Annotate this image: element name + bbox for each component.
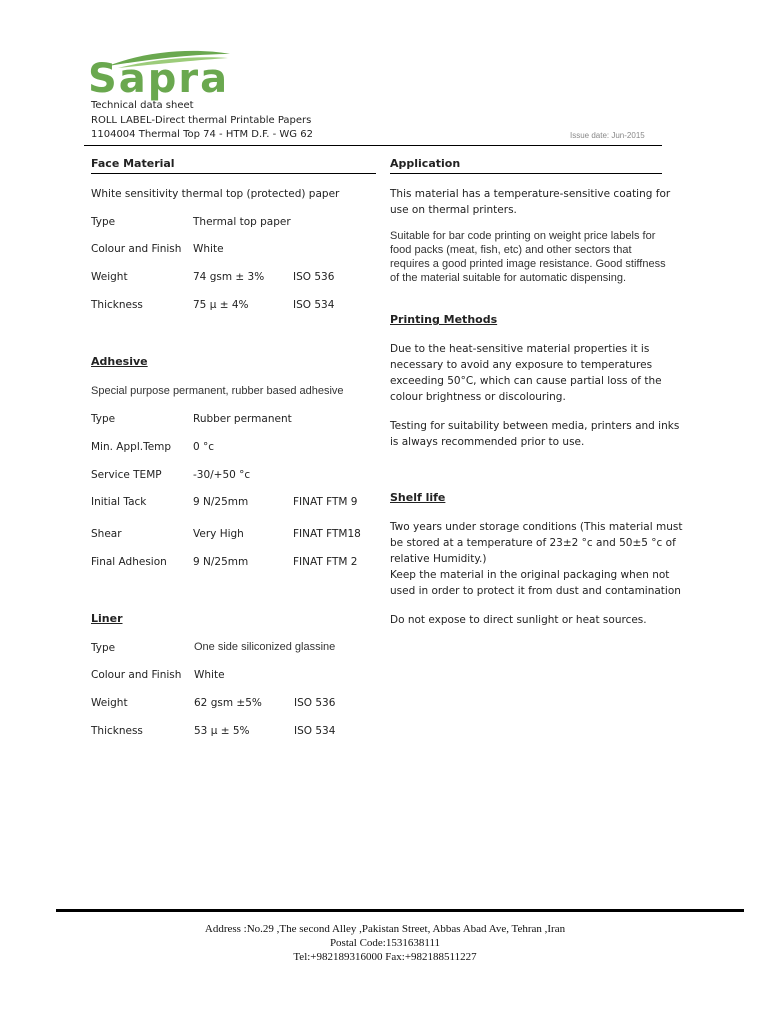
min-appl-temp-value: 0 °c [193,441,215,453]
printing-p2-line1: Testing for suitability between media, printers and inks [390,420,680,432]
face-type-value: Thermal top paper [193,216,291,228]
printing-p1-line4: colour brightness or discolouring. [390,391,566,403]
application-p2-line2: food packs (meat, fish, etc) and other sectors that [390,244,632,256]
company-logo [88,48,240,102]
face-material-heading: Face Material [91,157,175,170]
doc-type: Technical data sheet [91,100,194,111]
service-temp-label: Service TEMP [91,469,162,481]
application-p1-line1: This material has a temperature-sensitive coating for [390,188,671,200]
face-thickness-value: 75 µ ± 4% [193,299,249,311]
initial-tack-value: 9 N/25mm [193,496,249,508]
product-code: 1104004 Thermal Top 74 - HTM D.F. - WG 62 [91,129,313,140]
face-thickness-label: Thickness [91,299,143,311]
printing-p1-line3: exceeding 50°C, which can cause partial loss of the [390,375,662,387]
application-p1-line2: use on thermal printers. [390,204,517,216]
liner-weight-label: Weight [91,697,128,709]
face-material-underline [91,173,376,174]
printing-p1-line2: necessary to avoid any exposure to temperatures [390,359,653,371]
face-colour-value: White [193,243,224,255]
shelf-line3: relative Humidity.) [390,553,487,565]
application-p2-line1: Suitable for bar code printing on weight price labels for [390,230,656,242]
final-adhesion-value: 9 N/25mm [193,556,249,568]
adhesive-heading: Adhesive [91,355,148,368]
face-material-description: White sensitivity thermal top (protected) paper [91,188,340,200]
liner-thickness-label: Thickness [91,725,143,737]
adhesive-type-label: Type [91,413,116,425]
face-weight-value: 74 gsm ± 3% [193,271,265,283]
header-divider [84,145,662,146]
liner-colour-value: White [194,669,225,681]
footer-address: Address :No.29 ,The second Alley ,Pakistan Street, Abbas Abad Ave, Tehran ,Iran [204,923,566,935]
service-temp-value: -30/+50 °c [193,469,251,481]
application-underline [390,173,662,174]
shelf-line5: used in order to protect it from dust and contamination [390,585,681,597]
shelf-line1: Two years under storage conditions (This material must [390,521,683,533]
shelf-line2: be stored at a temperature of 23±2 °c and 50±5 °c of [390,537,676,549]
liner-colour-label: Colour and Finish [91,669,182,681]
liner-weight-value: 62 gsm ±5% [194,697,262,709]
initial-tack-std: FINAT FTM 9 [293,496,358,508]
footer-postal-code: Postal Code:1531638111 [329,937,441,949]
face-thickness-std: ISO 534 [293,299,335,311]
final-adhesion-std: FINAT FTM 2 [293,556,358,568]
footer-phone-fax: Tel:+982189316000 Fax:+982188511227 [293,951,477,963]
product-line: ROLL LABEL-Direct thermal Printable Papers [91,115,312,126]
printing-p2-line2: is always recommended prior to use. [390,436,585,448]
shear-label: Shear [91,528,122,540]
liner-type-value: One side siliconized glassine [194,641,336,653]
printing-methods-heading: Printing Methods [390,313,498,326]
liner-type-label: Type [91,642,116,654]
shelf-line6: Do not expose to direct sunlight or heat sources. [390,614,647,626]
initial-tack-label: Initial Tack [91,496,147,508]
footer-rule [56,909,744,912]
shear-value: Very High [193,528,244,540]
shelf-line4: Keep the material in the original packaging when not [390,569,670,581]
issue-date: Issue date: Jun-2015 [570,131,645,140]
liner-heading: Liner [91,612,123,625]
face-weight-label: Weight [91,271,128,283]
application-p2-line4: of the material suitable for automatic dispensing. [390,272,627,284]
face-type-label: Type [91,216,116,228]
adhesive-type-value: Rubber permanent [193,413,292,425]
application-p2-line3: requires a good printed image resistance. Good stiffness [390,258,666,270]
printing-p1-line1: Due to the heat-sensitive material properties it is [390,343,650,355]
face-weight-std: ISO 536 [293,271,335,283]
brand-name: Sapra [88,56,230,102]
liner-thickness-std: ISO 534 [294,725,336,737]
face-colour-label: Colour and Finish [91,243,182,255]
final-adhesion-label: Final Adhesion [91,556,167,568]
liner-thickness-value: 53 µ ± 5% [194,725,250,737]
liner-weight-std: ISO 536 [294,697,336,709]
application-heading: Application [390,157,461,170]
adhesive-description: Special purpose permanent, rubber based adhesive [91,385,344,397]
min-appl-temp-label: Min. Appl.Temp [91,441,172,453]
shelf-life-heading: Shelf life [390,491,446,504]
shear-std: FINAT FTM18 [293,528,361,540]
